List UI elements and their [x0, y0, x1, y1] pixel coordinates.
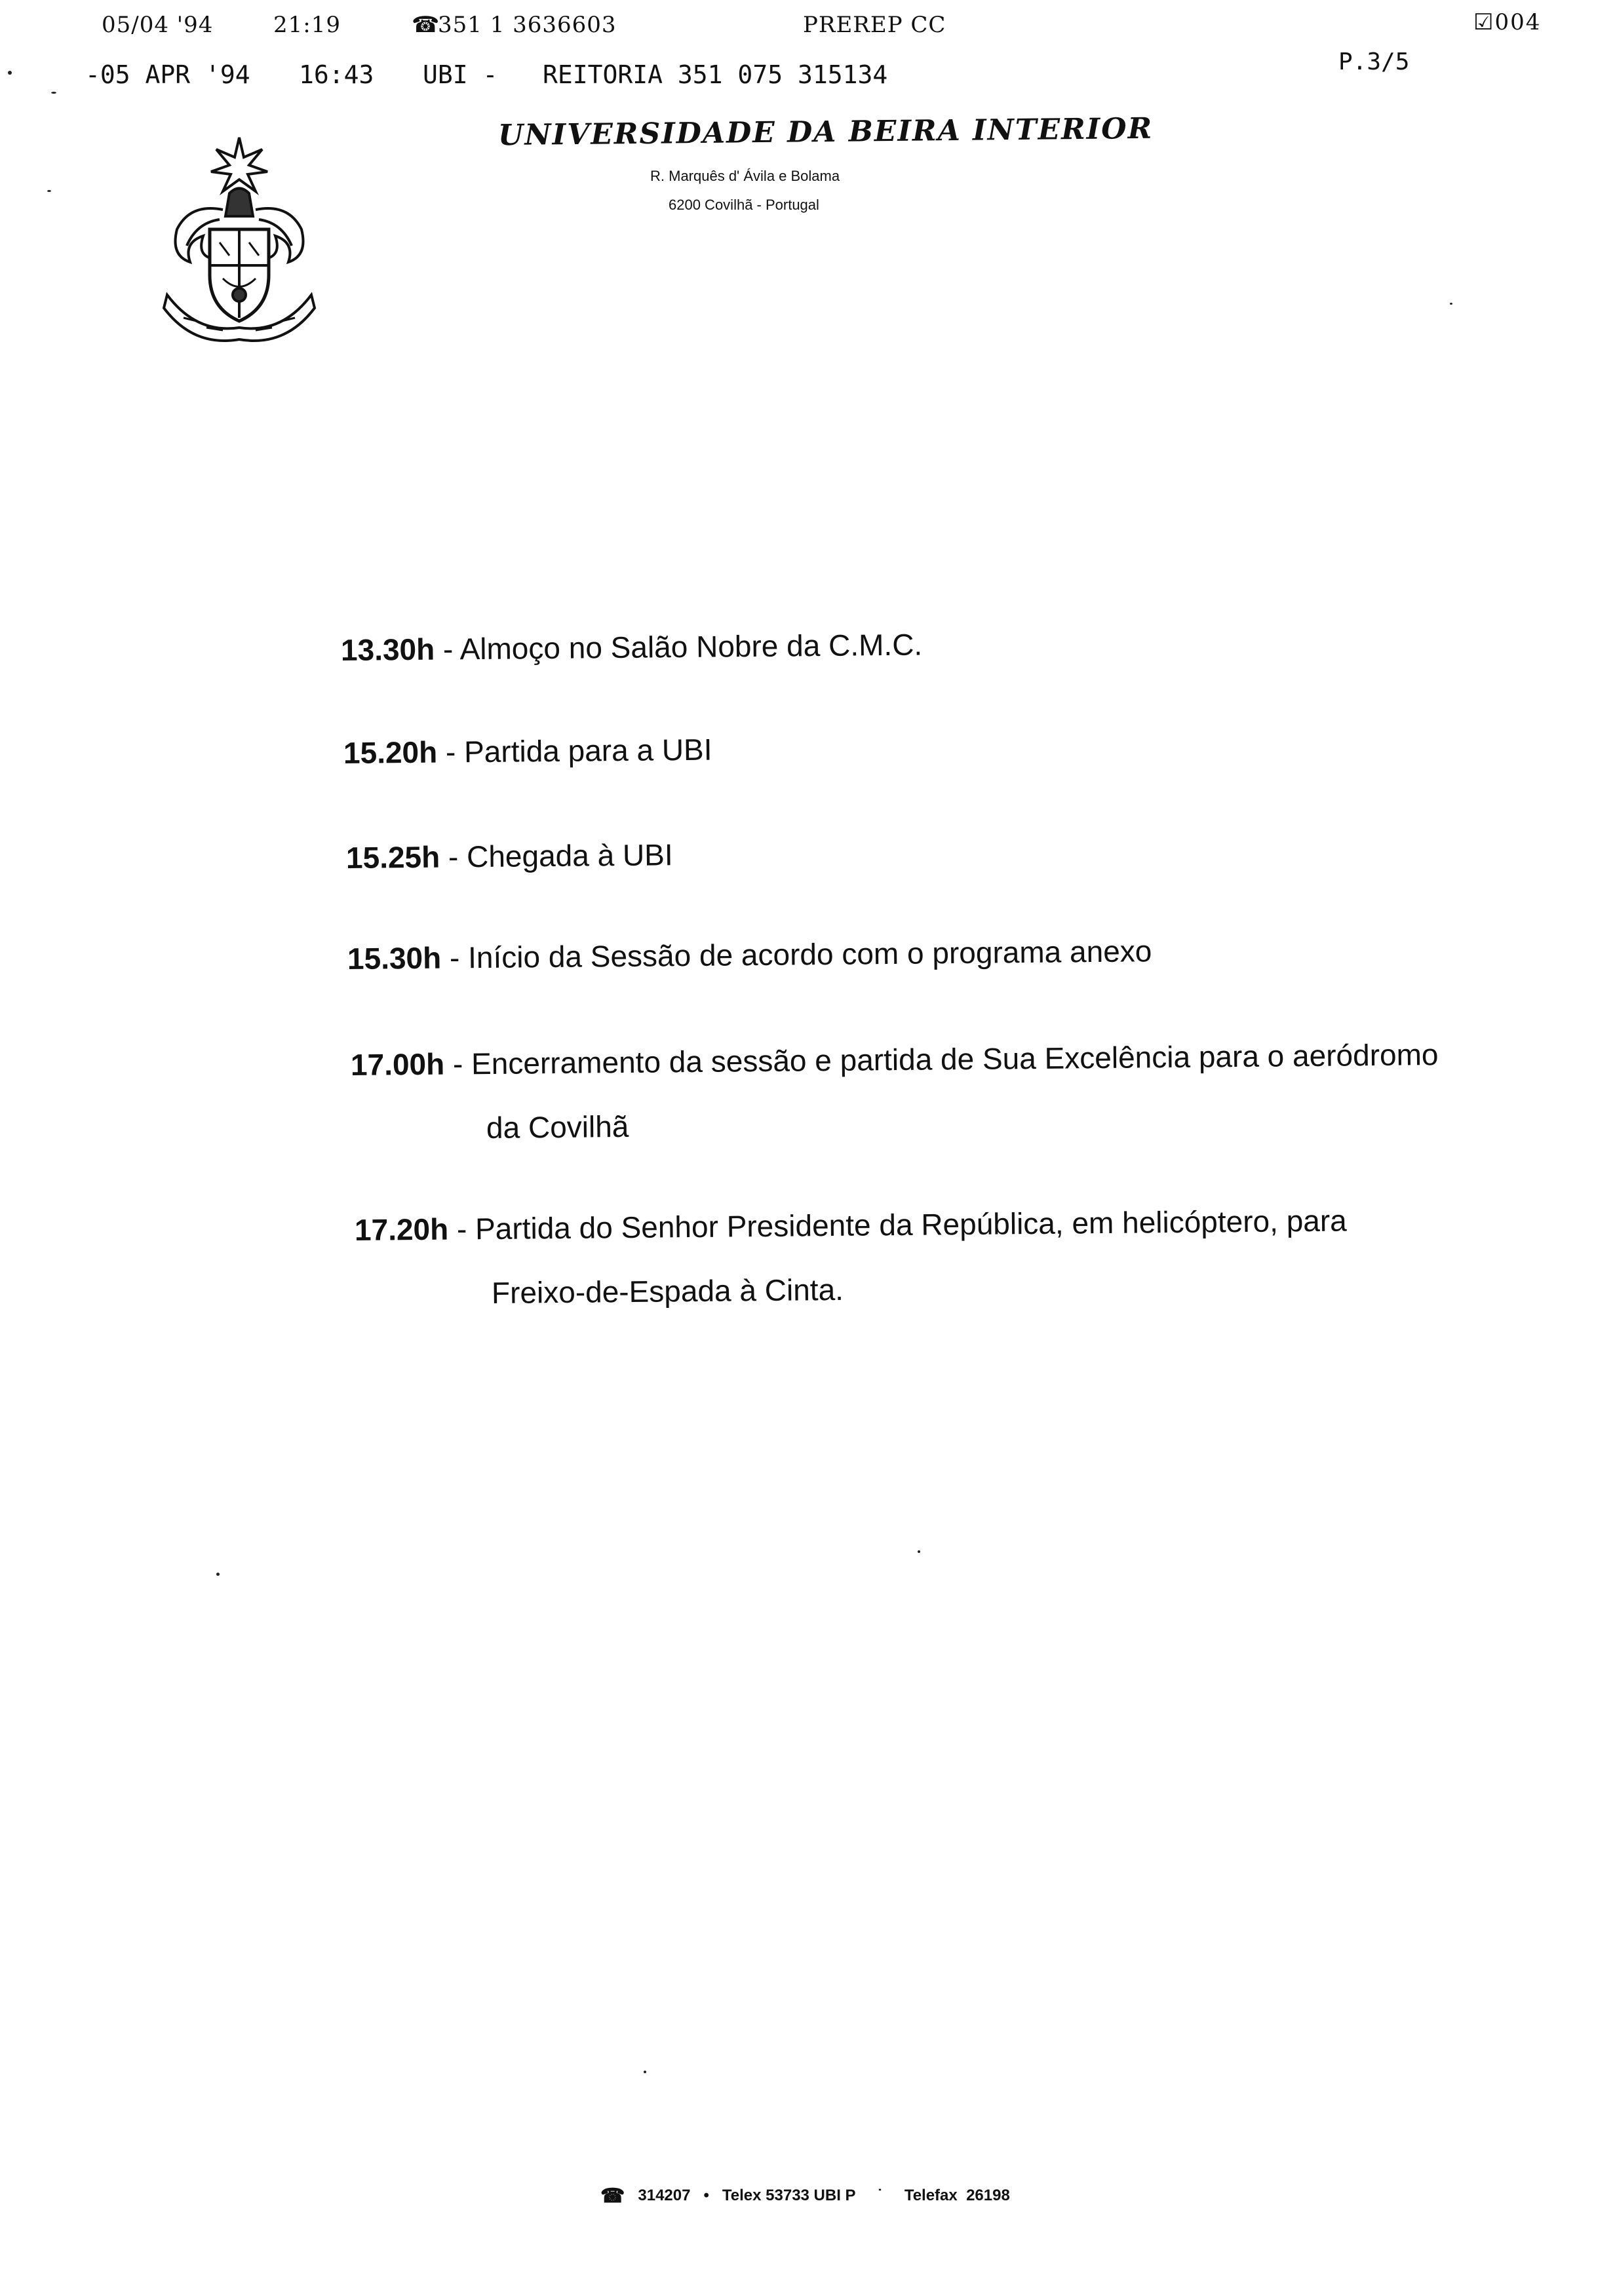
fax-page-number: P.3/5 [1338, 48, 1410, 75]
university-name: UNIVERSIDADE DA BEIRA INTERIOR [497, 111, 1154, 153]
schedule-item-continuation: da Covilhã [486, 1109, 629, 1145]
schedule-text: - Partida do Senhor Presidente da República, em helicóptero, para [448, 1203, 1347, 1246]
scan-speck [51, 92, 56, 94]
schedule-time: 15.20h [343, 735, 438, 770]
telephone-icon: ☎ [412, 12, 440, 38]
fax-time-2: 16:43 [299, 60, 374, 89]
university-crest-icon [157, 131, 321, 347]
schedule-time: 17.00h [350, 1046, 445, 1082]
schedule-text: - Chegada à UBI [439, 837, 673, 874]
footer-separator: • [690, 2187, 722, 2204]
scan-speck [47, 190, 51, 192]
footer-telex: Telex 53733 UBI P [722, 2187, 856, 2204]
fax-date-1: 05/04 '94 [102, 12, 214, 38]
fax-phone-1: 351 1 3636603 [438, 12, 617, 38]
scan-speck [1450, 303, 1452, 305]
letterhead-address-street: R. Marquês d' Ávila e Bolama [650, 168, 840, 184]
scan-speck [918, 1550, 920, 1553]
fax-box-no: 004 [1494, 9, 1542, 35]
schedule-item [351, 1037, 1439, 1082]
fax-box-number [1473, 9, 1541, 35]
fax-time-1: 21:19 [273, 12, 341, 38]
scan-speck [216, 1573, 220, 1576]
schedule-time: 13.30h [340, 632, 435, 667]
telephone-icon: ☎ [600, 2185, 625, 2207]
schedule-text: - Partida para a UBI [437, 732, 712, 769]
fax-box-icon: ☑ [1473, 9, 1495, 35]
schedule-item [341, 626, 923, 668]
footer-phone: 314207 [638, 2187, 691, 2204]
fax-sender-1: PREREP CC [803, 12, 946, 38]
schedule-text: - Encerramento da sessão e partida de Sua Excelência para o aeródromo [444, 1037, 1439, 1081]
letterhead-address-city: 6200 Covilhã - Portugal [669, 197, 819, 213]
footer-telefax: Telefax 26198 [904, 2187, 1010, 2204]
schedule-text: - Início da Sessão de acordo com o programa anexo [440, 934, 1152, 975]
schedule-time: 17.20h [354, 1212, 449, 1247]
fax-date-2: -05 APR '94 [85, 60, 250, 89]
scan-speck [644, 2071, 646, 2073]
schedule-item [346, 837, 673, 875]
schedule-time: 15.25h [345, 839, 440, 875]
footer-separator: ˙ [855, 2187, 905, 2204]
fax-sender-2: UBI - REITORIA 351 075 315134 [423, 60, 888, 89]
schedule-item [343, 732, 712, 771]
schedule-item [347, 933, 1152, 976]
schedule-item [355, 1202, 1347, 1248]
schedule-time: 15.30h [347, 940, 442, 976]
schedule-text: - Almoço no Salão Nobre da C.M.C. [434, 627, 923, 666]
letterhead-footer [600, 2185, 1010, 2208]
scan-speck [8, 71, 12, 75]
schedule-item-continuation: Freixo-de-Espada à Cinta. [491, 1272, 844, 1310]
